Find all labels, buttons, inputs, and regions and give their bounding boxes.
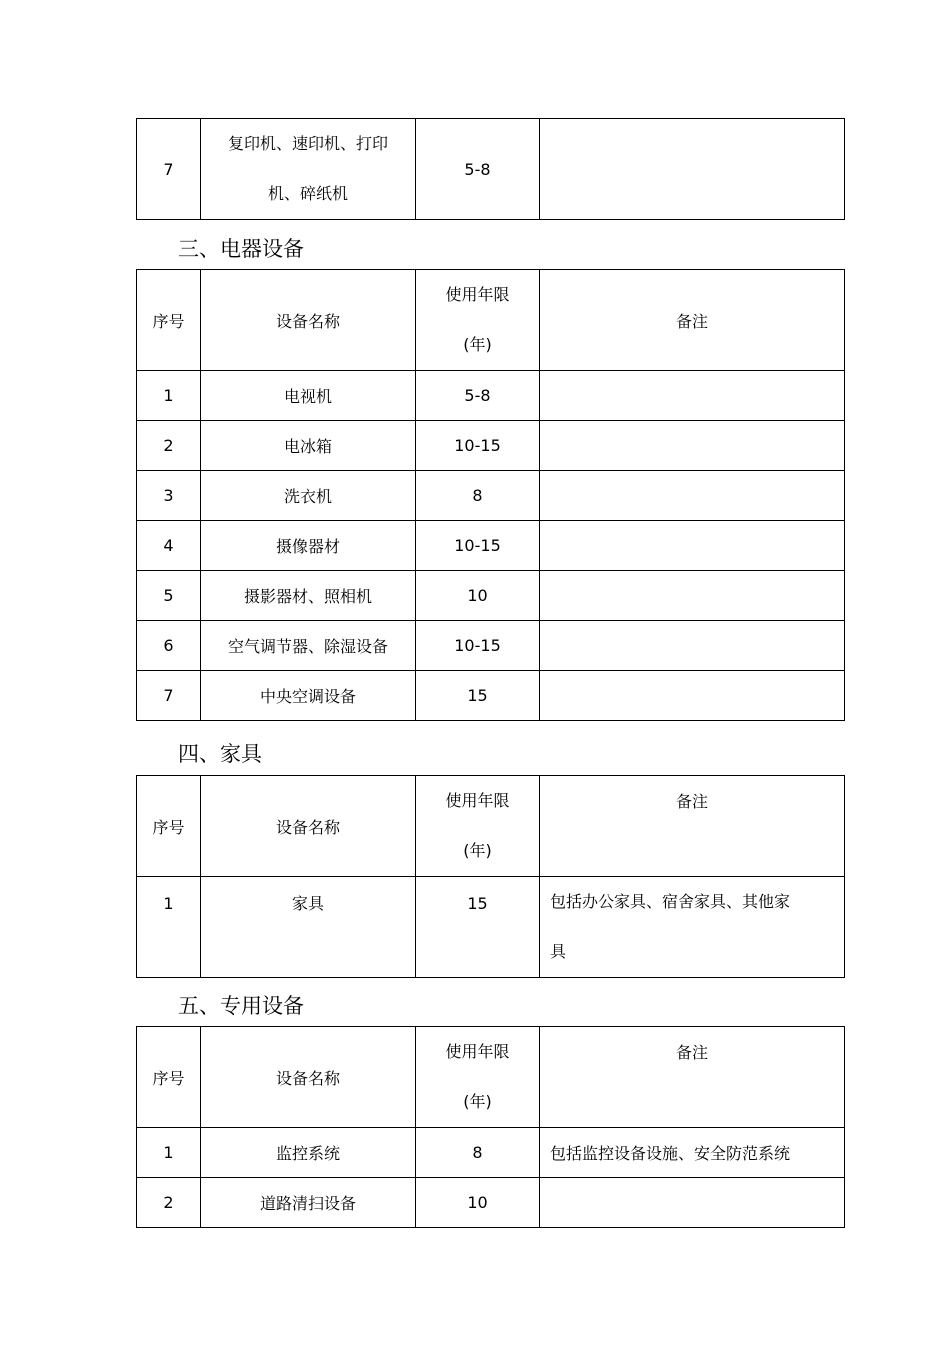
table-row — [137, 521, 845, 571]
row-no: 3 — [137, 471, 201, 521]
row-name: 监控系统 — [201, 1128, 416, 1178]
header-no: 序号 — [137, 270, 201, 371]
row-remark — [540, 421, 845, 471]
row-years: 8 — [416, 1128, 540, 1178]
row-name: 道路清扫设备 — [201, 1178, 416, 1228]
row-remark — [540, 521, 845, 571]
header-name: 设备名称 — [201, 776, 416, 877]
row-years: 10-15 — [416, 621, 540, 671]
table-row — [137, 571, 845, 621]
row-name: 摄像器材 — [201, 521, 416, 571]
row-no: 2 — [137, 1178, 201, 1228]
row-remark — [540, 471, 845, 521]
header-years: 使用年限 (年) — [416, 270, 540, 371]
section-title-special-equipment: 五、专用设备 — [178, 994, 304, 1018]
row-years: 15 — [416, 671, 540, 721]
header-name: 设备名称 — [201, 270, 416, 371]
header-years: 使用年限 (年) — [416, 776, 540, 877]
table-row — [137, 877, 845, 978]
header-remark: 备注 — [540, 270, 845, 371]
table-row — [137, 621, 845, 671]
electrical-equipment-table — [136, 269, 845, 721]
row-years: 10-15 — [416, 421, 540, 471]
row-no: 7 — [137, 119, 201, 220]
table-header-row — [137, 1027, 845, 1128]
row-remark — [540, 1178, 845, 1228]
row-name: 摄影器材、照相机 — [201, 571, 416, 621]
row-years: 10 — [416, 1178, 540, 1228]
table-row — [137, 371, 845, 421]
header-remark: 备注 — [540, 1027, 845, 1128]
row-remark — [540, 119, 845, 220]
row-name: 电冰箱 — [201, 421, 416, 471]
row-name: 家具 — [201, 877, 416, 978]
header-years: 使用年限 (年) — [416, 1027, 540, 1128]
section-title-electrical: 三、电器设备 — [178, 237, 304, 261]
row-remark — [540, 671, 845, 721]
header-no: 序号 — [137, 1027, 201, 1128]
row-name: 电视机 — [201, 371, 416, 421]
row-remark — [540, 371, 845, 421]
office-equipment-table-continued — [136, 118, 845, 220]
row-no: 4 — [137, 521, 201, 571]
header-no: 序号 — [137, 776, 201, 877]
row-remark: 包括办公家具、宿舍家具、其他家 具 — [540, 877, 845, 978]
row-no: 7 — [137, 671, 201, 721]
header-name: 设备名称 — [201, 1027, 416, 1128]
table-row — [137, 671, 845, 721]
table-header-row — [137, 270, 845, 371]
row-years: 10-15 — [416, 521, 540, 571]
table-row — [137, 471, 845, 521]
row-name: 洗衣机 — [201, 471, 416, 521]
row-years: 5-8 — [416, 119, 540, 220]
row-no: 6 — [137, 621, 201, 671]
row-no: 5 — [137, 571, 201, 621]
row-no: 1 — [137, 371, 201, 421]
table-row — [137, 1178, 845, 1228]
section-title-furniture: 四、家具 — [178, 742, 262, 766]
row-remark — [540, 621, 845, 671]
row-years: 8 — [416, 471, 540, 521]
row-no: 2 — [137, 421, 201, 471]
row-no: 1 — [137, 877, 201, 978]
header-remark: 备注 — [540, 776, 845, 877]
table-header-row — [137, 776, 845, 877]
table-row — [137, 421, 845, 471]
row-name: 复印机、速印机、打印 机、碎纸机 — [201, 119, 416, 220]
special-equipment-table — [136, 1026, 845, 1228]
table-row — [137, 119, 845, 220]
table-row — [137, 1128, 845, 1178]
row-name: 中央空调设备 — [201, 671, 416, 721]
row-name: 空气调节器、除湿设备 — [201, 621, 416, 671]
row-remark: 包括监控设备设施、安全防范系统 — [540, 1128, 845, 1178]
furniture-table — [136, 775, 845, 978]
row-years: 10 — [416, 571, 540, 621]
row-years: 15 — [416, 877, 540, 978]
row-remark — [540, 571, 845, 621]
row-no: 1 — [137, 1128, 201, 1178]
row-years: 5-8 — [416, 371, 540, 421]
